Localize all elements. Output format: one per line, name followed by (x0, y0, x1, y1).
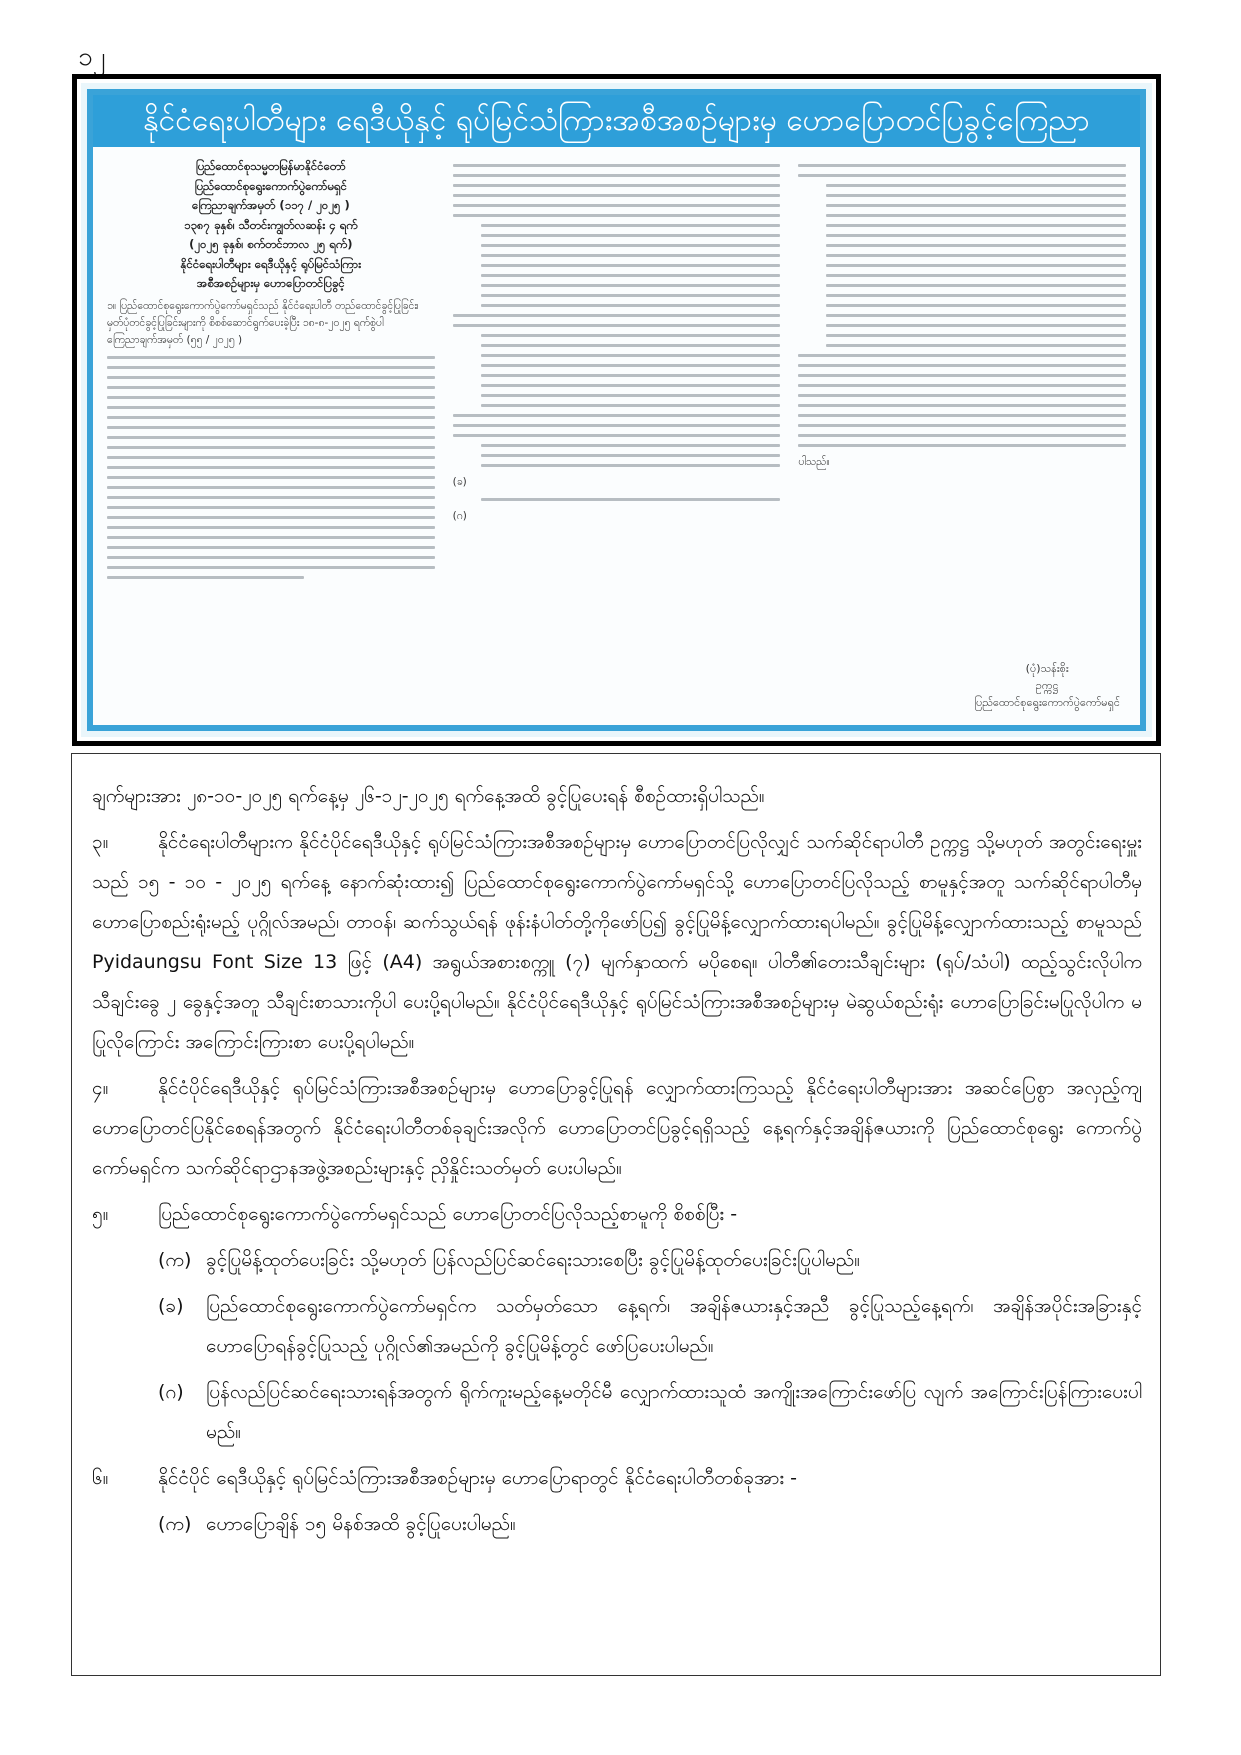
text-line (826, 194, 1126, 197)
text-line (481, 404, 781, 407)
heading-line: အစီအစဉ်များမှ ဟောပြောတင်ပြခွင့် (196, 276, 345, 290)
text-line (826, 314, 1126, 317)
clipping-closing: ပါသည်။ (798, 456, 830, 468)
section-3 (92, 822, 1142, 1062)
clipping-frame (87, 89, 1146, 731)
signature-title: ဥက္ကဋ္ဌ (1035, 679, 1059, 692)
text-line (453, 184, 781, 187)
section-6 (92, 1458, 1142, 1498)
text-line (826, 274, 1126, 277)
text-line (798, 394, 1126, 397)
text-line (453, 174, 781, 177)
section-number: ၅။ (92, 1203, 109, 1225)
text-line (481, 274, 781, 277)
text-line (107, 556, 435, 559)
text-line (826, 264, 1126, 267)
newspaper-clipping (72, 74, 1161, 746)
page-number: ၁၂ (78, 42, 106, 72)
subitem-label: (ခ) (158, 1295, 184, 1317)
text-line (481, 294, 781, 297)
text-line (453, 164, 781, 167)
subitem-text: ပြန်လည်ပြင်ဆင်ရေးသားရန်အတွက် ရိုက်ကူးမည့်နေ့မတိုင်မီ လျှောက်ထားသူထံ အကျိုးအကြောင်းဖော်ပြ လျက် အကြောင်းပြန်ကြားပေးပါမည်။ (206, 1381, 1142, 1443)
text-line (107, 496, 435, 499)
subitem-text: ဟောပြောချိန် ၁၅ မိနစ်အထိ ခွင့်ပြုပေးပါမည်။ (206, 1513, 516, 1535)
text-line (107, 416, 435, 419)
text-line (107, 576, 304, 579)
text-line (481, 284, 781, 287)
subitem (158, 1240, 1142, 1280)
text-line (481, 334, 781, 337)
text-line (481, 498, 781, 501)
text-line (798, 414, 1126, 417)
text-line (826, 244, 1126, 247)
section-text (92, 822, 1142, 1062)
subitem-text: ပြည်ထောင်စုရွေးကောက်ပွဲကော်မရှင်က သတ်မှတ်သော နေ့ရက်၊ အချိန်ဇယားနှင့်အညီ ခွင့်ပြုသည့်နေ့ရက်၊ အချိန်အပိုင်းအခြားနှင့် ဟောပြောရန်ခွင့်ပြုသည့် ပုဂ္ဂိုလ်၏အမည်ကို ခွင့်ပြုမိန့်တွင် ဖော်ပြပေးပါမည်။ (206, 1295, 1142, 1357)
text-line (453, 214, 781, 217)
signature-org: ပြည်ထောင်စုရွေးကောက်ပွဲကော်မရှင် (974, 696, 1121, 709)
section-body: နိုင်ငံပိုင် ရေဒီယိုနှင့် ရုပ်မြင်သံကြားအစီအစဉ်များမှ ဟောပြောရာတွင် နိုင်ငံရေးပါတီတစ်ခုအား - (158, 1467, 798, 1489)
signature-block (974, 660, 1120, 711)
section-number: ၃။ (92, 831, 109, 853)
text-line (481, 344, 781, 347)
text-line (107, 356, 435, 359)
text-line (107, 426, 435, 429)
text-line (453, 424, 781, 427)
text-line (481, 374, 781, 377)
clipping-column-2 (453, 157, 781, 717)
text-line (481, 384, 781, 387)
heading-line: (၂၀၂၅ ခုနှစ်၊ စက်တင်ဘာလ ၂၅ ရက်) (189, 237, 353, 251)
subitem-text: ခွင့်ပြုမိန့်ထုတ်ပေးခြင်း သို့မဟုတ် ပြန်လည်ပြင်ဆင်ရေးသားစေပြီး ခွင့်ပြုမိန့်ထုတ်ပေးခြင်းပြုပါမည်။ (206, 1249, 861, 1271)
text-line (107, 526, 435, 529)
text-line (826, 324, 1126, 327)
clipping-banner-title: နိုင်ငံရေးပါတီများ ရေဒီယိုနှင့် ရုပ်မြင်သံကြားအစီအစဉ်များမှ ဟောပြောတင်ပြခွင့်ကြေညာ (93, 95, 1140, 147)
text-line (826, 204, 1126, 207)
text-line (798, 434, 1126, 437)
intro-paragraph: ချက်များအား ၂၈-၁၀-၂၀၂၅ ရက်နေ့မှ ၂၆-၁၂-၂၀၂၅ ရက်နေ့အထိ ခွင့်ပြုပေးရန် စီစဉ်ထားရှိပါသည်။ (92, 785, 765, 807)
section-body: နိုင်ငံပိုင်ရေဒီယိုနှင့် ရုပ်မြင်သံကြားအစီအစဉ်များမှ ဟောပြောခွင့်ပြုရန် လျှောက်ထားကြသည့် နိုင်ငံရေးပါတီများအား အဆင်ပြေစွာ အလှည့်ကျဟောပြောတင်ပြနိုင်စေရန်အတွက် နိုင်ငံရေးပါတီတစ်ခုချင်းအလိုက် ဟောပြောတင်ပြခွင့်ရရှိသည့် နေ့ရက်နှင့်အချိန်ဇယားကို ပြည်ထောင်စုရွေး ကောက်ပွဲကော်မရှင်က သက်ဆိုင်ရာဌာနအဖွဲ့အစည်းများနှင့် ညှိနှိုင်းသတ်မှတ် ပေးပါမည်။ (92, 1077, 1142, 1179)
text-line (481, 354, 781, 357)
section-5 (92, 1194, 1142, 1234)
text-line (107, 406, 435, 409)
text-line (798, 444, 1126, 447)
text-line (481, 304, 781, 307)
text-line (481, 254, 781, 257)
text-line (826, 234, 1126, 237)
text-line (453, 434, 781, 437)
section-number: ၄။ (92, 1077, 109, 1099)
text-line (453, 414, 781, 417)
text-line (107, 516, 435, 519)
text-line (107, 486, 435, 489)
clipping-column-3 (798, 157, 1126, 717)
clipping-item-label: (ဂ) (452, 510, 467, 522)
text-line (798, 384, 1126, 387)
clipping-columns (107, 157, 1126, 717)
text-line (481, 224, 781, 227)
text-line (107, 376, 435, 379)
text-line (798, 354, 1126, 357)
section-body: နိုင်ငံရေးပါတီများက နိုင်ငံပိုင်ရေဒီယိုနှင့် ရုပ်မြင်သံကြားအစီအစဉ်များမှ ဟောပြောတင်ပြလိုလျှင် သက်ဆိုင်ရာပါတီ ဥက္ကဋ္ဌ သို့မဟုတ် အတွင်းရေးမှူးသည် ၁၅ - ၁၀ - ၂၀၂၅ ရက်နေ့ နောက်ဆုံးထား၍ ပြည်ထောင်စုရွေးကောက်ပွဲကော်မရှင်သို့ ဟောပြောတင်ပြလိုသည့် စာမူနှင့်အတူ သက်ဆိုင်ရာပါတီမှ ဟောပြောစည်းရုံးမည့် ပုဂ္ဂိုလ်အမည်၊ တာဝန်၊ ဆက်သွယ်ရန် ဖုန်းနံပါတ်တို့ကိုဖော်ပြ၍ ခွင့်ပြုမိန့်လျှောက်ထားရပါမည်။ ခွင့်ပြုမိန့်လျှောက်ထားသည့် စာမူသည် Pyidaungsu Font Size 13 ဖြင့် (A4) အရွယ်အစားစက္ကူ (၇) မျက်နှာထက် မပိုစေရ။ ပါတီ၏တေးသီချင်းများ (ရုပ်/သံပါ) ထည့်သွင်းလိုပါက သီချင်းခွေ ၂ ခွေနှင့်အတူ သီချင်းစာသားကိုပါ ပေးပို့ရပါမည်။ နိုင်ငံပိုင်ရေဒီယိုနှင့် ရုပ်မြင်သံကြားအစီအစဉ်များမှ မဲဆွယ်စည်းရုံး ဟောပြောခြင်းမပြုလိုပါက မပြုလိုကြောင်း အကြောင်းကြားစာ ပေးပို့ရပါမည်။ (92, 831, 1142, 1053)
heading-line: ပြည်ထောင်စုရွေးကောက်ပွဲကော်မရှင် (194, 178, 348, 193)
text-line (481, 264, 781, 267)
section-number: ၆။ (92, 1467, 109, 1489)
heading-line: ပြည်ထောင်စုသမ္မတမြန်မာနိုင်ငံတော် (195, 159, 346, 173)
subitem (158, 1504, 1142, 1544)
heading-line: ၁၃၈၇ ခုနှစ်၊ သီတင်းကျွတ်လဆန်း ၄ ရက် (184, 217, 358, 232)
subitem-label: (ဂ) (158, 1381, 184, 1403)
text-line (107, 446, 435, 449)
text-line (107, 566, 435, 569)
text-line (798, 404, 1126, 407)
text-line (107, 536, 435, 539)
text-line (107, 436, 435, 439)
subitem-label: (က) (158, 1249, 192, 1271)
clipping-item-label: (ခ) (452, 476, 467, 488)
section-4 (92, 1068, 1142, 1188)
text-line (826, 294, 1126, 297)
section-text (92, 1068, 1142, 1188)
text-line (107, 386, 435, 389)
notice-heading (107, 157, 435, 294)
text-line (798, 364, 1126, 367)
heading-line: ကြေညာချက်အမှတ် (၁၁၇ / ၂၀၂၅ ) (191, 198, 350, 212)
text-line (107, 506, 435, 509)
text-line (826, 254, 1126, 257)
text-line (826, 214, 1126, 217)
text-line (453, 194, 781, 197)
text-line (481, 244, 781, 247)
clipping-column-1 (107, 157, 435, 717)
text-line (481, 234, 781, 237)
clipping-paragraph-1: ၁။ ပြည်ထောင်စုရွေးကောက်ပွဲကော်မရှင်သည် နိုင်ငံရေးပါတီ တည်ထောင်ခွင့်ပြုခြင်း၊ မှတ်ပုံတင်ခွင့်ပြုခြင်းများကို စိစစ်ဆောင်ရွက်ပေးခဲ့ပြီး ၁၈-၈-၂၀၂၅ ရက်စွဲပါ ကြေညာချက်အမှတ် (၅၅ / ၂၀၂၅ ) (107, 299, 419, 346)
text-line (798, 174, 1126, 177)
text-line (826, 344, 1126, 347)
text-line (826, 284, 1126, 287)
text-line (107, 546, 435, 549)
text-line (826, 304, 1126, 307)
text-line (798, 374, 1126, 377)
text-line (481, 464, 781, 467)
text-line (481, 454, 781, 457)
typed-continuation (71, 753, 1161, 1676)
signature-name: (ပုံ)သန်းစိုး (1025, 662, 1069, 675)
text-line (107, 456, 435, 459)
text-line (453, 314, 781, 317)
subitem-label: (က) (158, 1513, 192, 1535)
subitem (158, 1286, 1142, 1366)
subitem (158, 1372, 1142, 1452)
heading-line: နိုင်ငံရေးပါတီများ ရေဒီယိုနှင့် ရုပ်မြင်သံကြား (180, 256, 362, 271)
text-line (826, 224, 1126, 227)
text-line (481, 364, 781, 367)
text-line (826, 334, 1126, 337)
text-line (107, 396, 435, 399)
text-line (481, 394, 781, 397)
text-line (826, 184, 1126, 187)
clipping-inner (77, 79, 1156, 741)
text-line (107, 476, 435, 479)
text-line (798, 164, 1126, 167)
text-line (453, 204, 781, 207)
text-line (107, 466, 435, 469)
section-body: ပြည်ထောင်စုရွေးကောက်ပွဲကော်မရှင်သည် ဟောပြောတင်ပြလိုသည့်စာမူကို စိစစ်ပြီး - (158, 1203, 738, 1225)
text-line (481, 444, 781, 447)
text-line (453, 324, 781, 327)
text-line (107, 366, 435, 369)
text-line (798, 424, 1126, 427)
